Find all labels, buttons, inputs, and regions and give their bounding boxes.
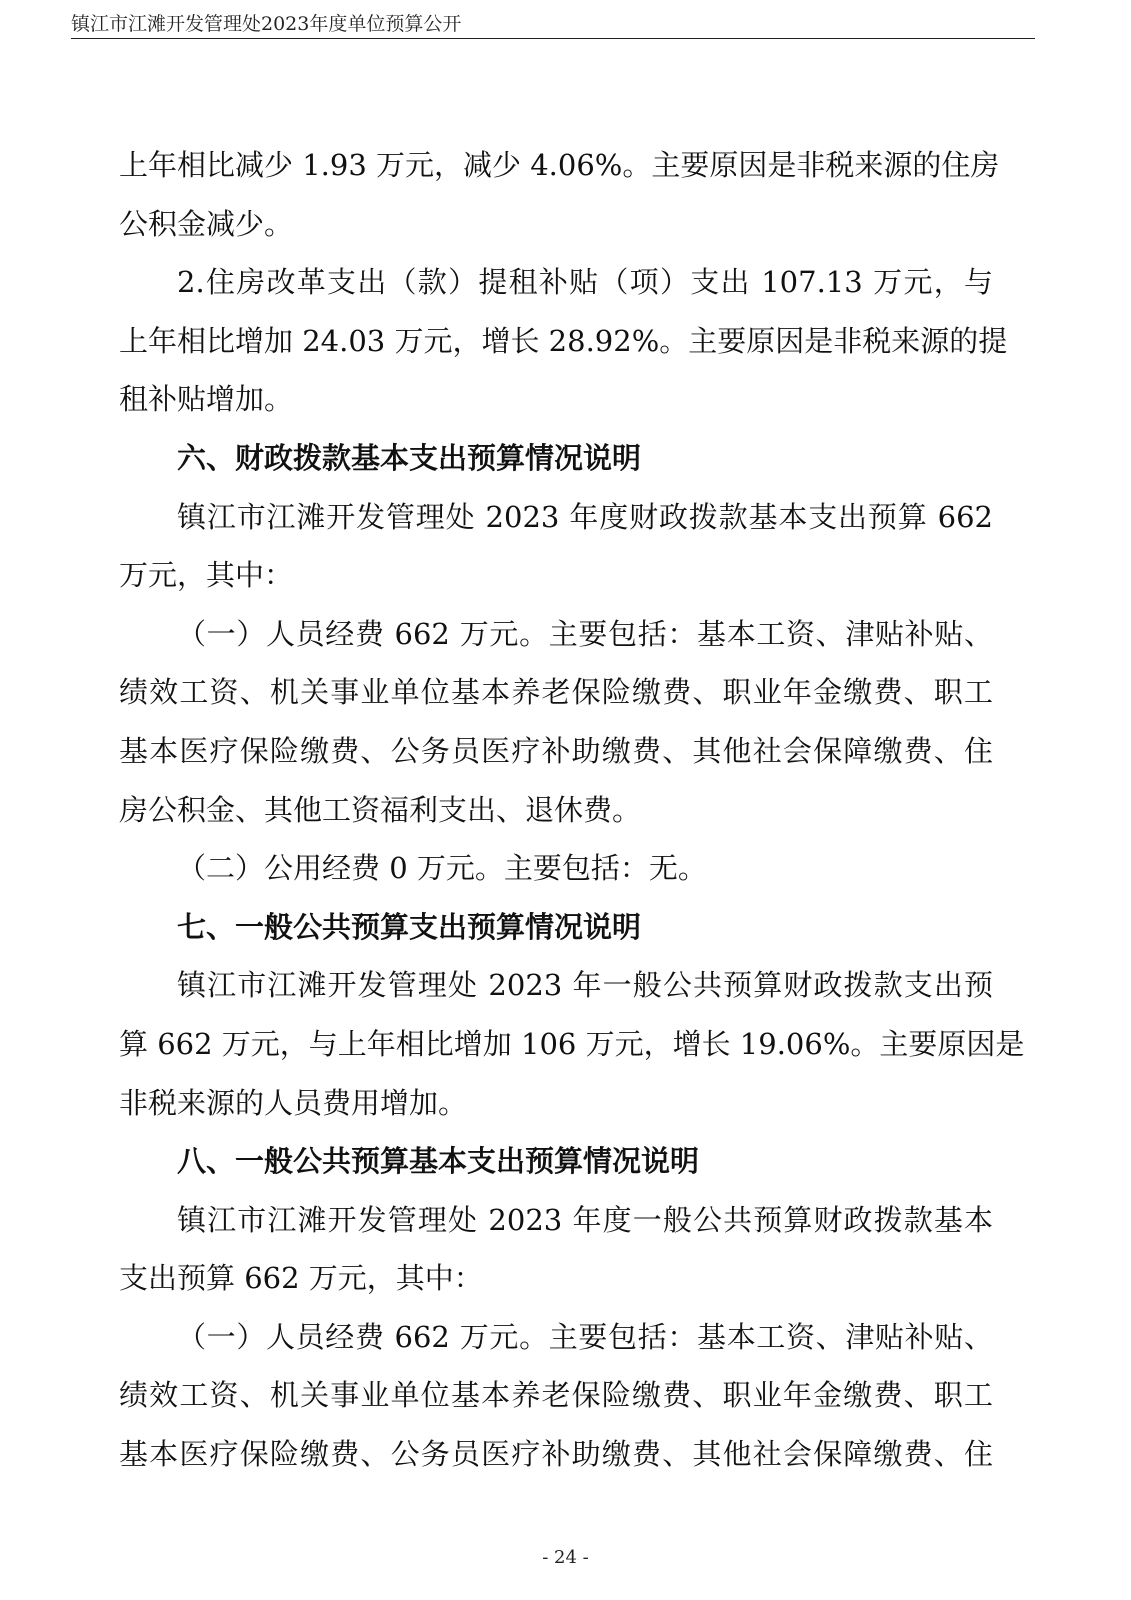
body-line-10: 绩效工资、机关事业单位基本养老保险缴费、职业年金缴费、职工: [119, 675, 993, 710]
body-line-1: 上年相比减少 1.93 万元，减少 4.06%。主要原因是非税来源的住房: [119, 148, 1000, 182]
body-line-7: 镇江市江滩开发管理处 2023 年度财政拨款基本支出预算 662: [177, 499, 993, 534]
body-line-11: 基本医疗保险缴费、公务员医疗补助缴费、其他社会保障缴费、住: [119, 733, 993, 768]
section-heading-6: 六、财政拨款基本支出预算情况说明: [177, 440, 642, 475]
body-line-9: （一）人员经费 662 万元。主要包括：基本工资、津贴补贴、: [177, 616, 993, 651]
page-number: - 24 -: [542, 1547, 589, 1568]
body-line-19: 镇江市江滩开发管理处 2023 年度一般公共预算财政拨款基本: [177, 1202, 993, 1237]
section-heading-8: 八、一般公共预算基本支出预算情况说明: [177, 1144, 700, 1179]
body-line-16: 算 662 万元，与上年相比增加 106 万元，增长 19.06%。主要原因是: [119, 1026, 1025, 1061]
body-line-17: 非税来源的人员费用增加。: [119, 1085, 468, 1120]
body-line-5: 租补贴增加。: [119, 382, 294, 417]
body-line-20: 支出预算 662 万元，其中：: [119, 1261, 483, 1296]
body-line-12: 房公积金、其他工资福利支出、退休费。: [119, 792, 642, 827]
body-line-15: 镇江市江滩开发管理处 2023 年一般公共预算财政拨款支出预: [177, 968, 993, 1003]
header-divider: [71, 38, 1035, 39]
body-line-21: （一）人员经费 662 万元。主要包括：基本工资、津贴补贴、: [177, 1319, 993, 1354]
body-line-22: 绩效工资、机关事业单位基本养老保险缴费、职业年金缴费、职工: [119, 1378, 993, 1413]
body-line-3: 2.住房改革支出（款）提租补贴（项）支出 107.13 万元，与: [177, 265, 993, 300]
body-line-2: 公积金减少。: [119, 206, 294, 241]
body-line-13: （二）公用经费 0 万元。主要包括：无。: [177, 851, 707, 886]
section-heading-7: 七、一般公共预算支出预算情况说明: [177, 909, 642, 944]
body-line-4: 上年相比增加 24.03 万元，增长 28.92%。主要原因是非税来源的提: [119, 323, 1008, 358]
document-body: [119, 136, 1025, 1484]
body-line-8: 万元，其中：: [119, 558, 294, 593]
running-header: 镇江市江滩开发管理处2023年度单位预算公开: [71, 13, 462, 35]
body-line-23: 基本医疗保险缴费、公务员医疗补助缴费、其他社会保障缴费、住: [119, 1437, 993, 1472]
